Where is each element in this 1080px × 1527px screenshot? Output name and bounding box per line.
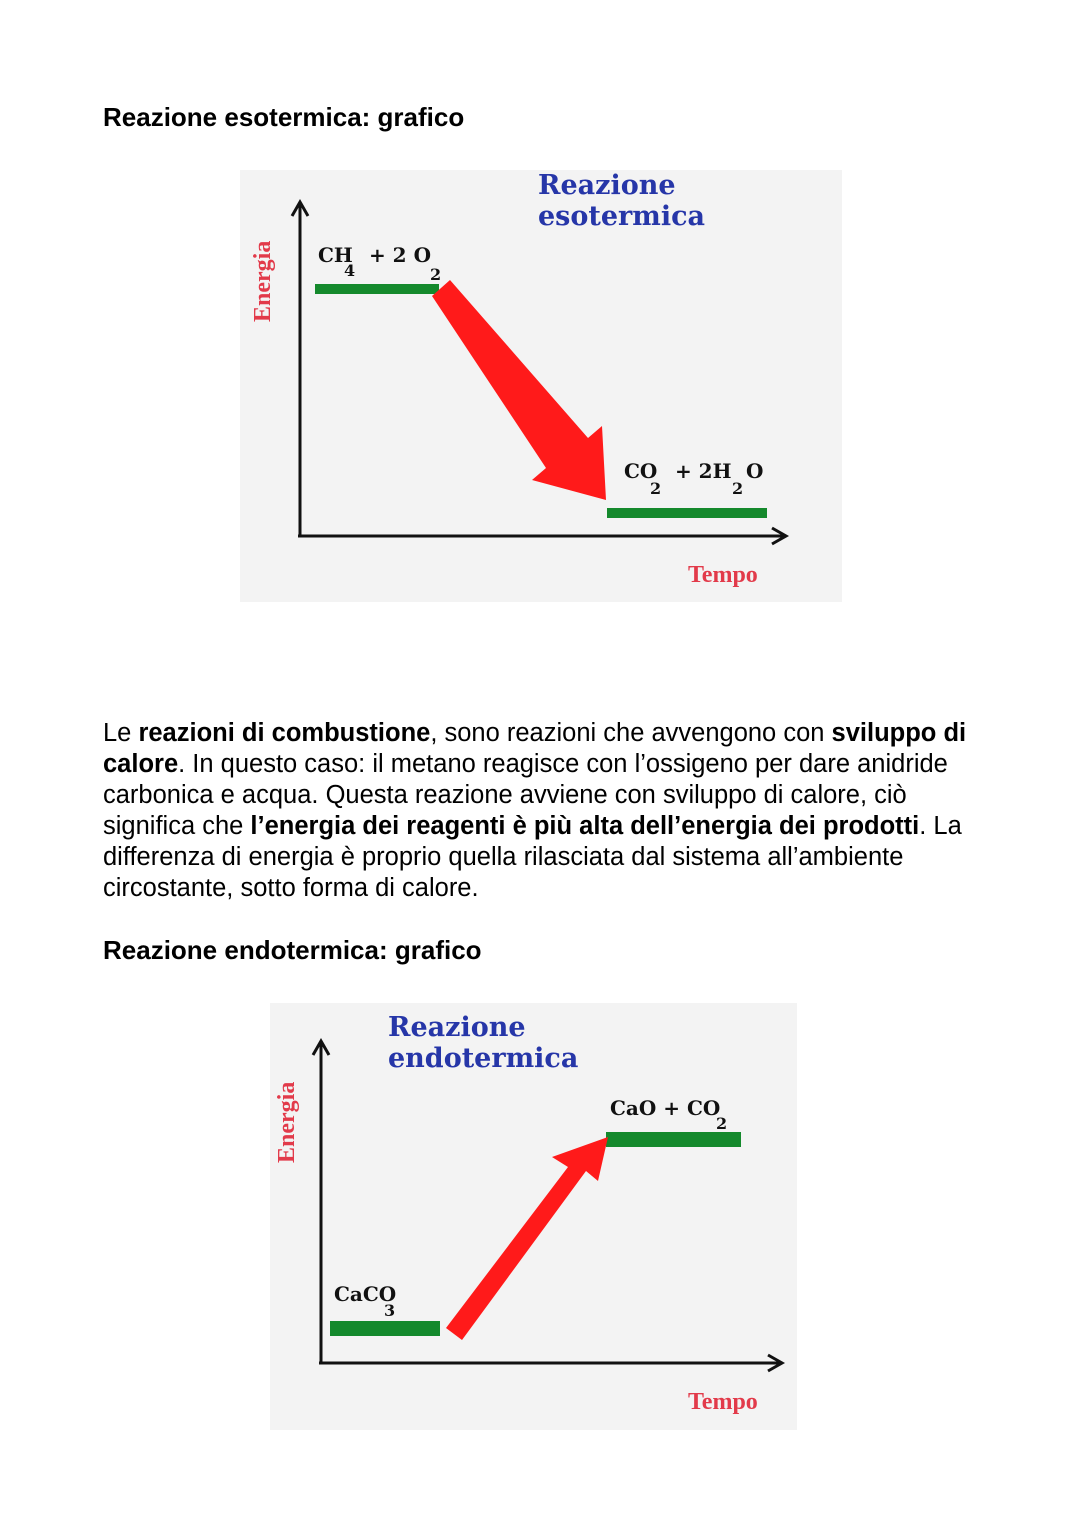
diagram-title-line2: endotermica [388, 1043, 579, 1074]
reactants-formula: CaCO 3 [334, 1282, 397, 1320]
paragraph-text-3: . In questo caso: il metano reagisce con l’ossigeno per dare anidride carbonica e acqua. Questa reazione avviene con sviluppo di calore, ciò significa che [103, 750, 948, 840]
products-energy-level [606, 1132, 741, 1147]
y-axis-label: Energia [250, 240, 276, 322]
products-formula: CO 2 + 2H2O [624, 459, 764, 498]
energy-increase-arrow [446, 1137, 608, 1340]
endothermic-energy-diagram [270, 1003, 797, 1430]
paragraph-text-2: , sono reazioni che avvengono con [430, 719, 832, 747]
reactants-energy-level [330, 1321, 440, 1336]
diagram-title-line2: esotermica [538, 201, 706, 232]
heading-endothermic: Reazione endotermica: grafico [103, 935, 482, 965]
products-formula: CaO + CO 2 [610, 1096, 728, 1133]
reactants-formula: CH 4 + 2 O2 [318, 243, 442, 284]
paragraph-text-4: . La differenza di energia è proprio quella rilasciata dal sistema all’ambiente circostante, sotto forma di calore. [103, 812, 962, 902]
exothermic-energy-diagram [240, 170, 842, 602]
paragraph-bold-3: l’energia dei reagenti è più alta dell’energia dei prodotti [250, 812, 920, 840]
combustion-paragraph [103, 718, 983, 904]
x-axis-label: Tempo [688, 1389, 758, 1415]
y-axis-label: Energia [274, 1081, 300, 1163]
reactants-energy-level [315, 284, 439, 294]
diagram-title-line1: Reazione [538, 170, 676, 201]
products-energy-level [607, 508, 767, 518]
paragraph-text-1: Le [103, 719, 139, 747]
energy-decrease-arrow [432, 280, 606, 500]
heading-exothermic: Reazione esotermica: grafico [103, 102, 465, 132]
paragraph-bold-2: sviluppo di calore [103, 719, 967, 778]
diagram-title-line1: Reazione [388, 1012, 526, 1043]
x-axis-label: Tempo [688, 562, 758, 588]
paragraph-bold-1: reazioni di combustione [138, 719, 431, 747]
